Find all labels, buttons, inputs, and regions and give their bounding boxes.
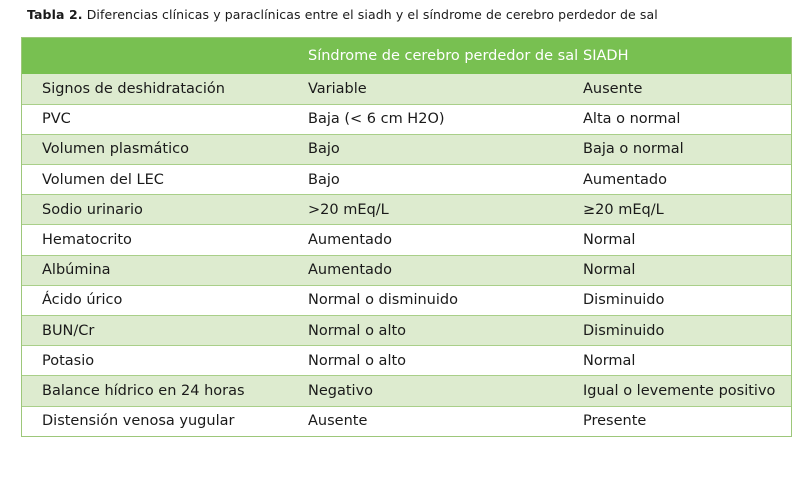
row-parameter: Ácido úrico xyxy=(22,285,288,315)
header-siadh: SIADH xyxy=(583,48,629,64)
header-parameter xyxy=(22,38,288,74)
row-csws-value: Baja (< 6 cm H2O) xyxy=(288,104,563,134)
row-parameter: Volumen plasmático xyxy=(22,134,288,164)
table-row xyxy=(22,195,791,225)
table-row xyxy=(22,134,791,164)
header-csws: Síndrome de cerebro perdedor de sal xyxy=(308,48,579,64)
row-parameter: Volumen del LEC xyxy=(22,165,288,195)
row-csws-value: Negativo xyxy=(288,376,563,406)
row-parameter: Potasio xyxy=(22,346,288,376)
row-parameter: Hematocrito xyxy=(22,225,288,255)
row-csws-value: Normal o alto xyxy=(288,346,563,376)
table-row xyxy=(22,225,791,255)
row-siadh-value: Presente xyxy=(563,406,791,436)
row-parameter: Signos de deshidratación xyxy=(42,80,225,97)
comparison-table-container xyxy=(21,37,792,437)
row-siadh-value: ≥20 mEq/L xyxy=(563,195,791,225)
row-csws-value: Variable xyxy=(308,80,367,97)
row-siadh-value: Igual o levemente positivo xyxy=(563,376,791,406)
row-siadh-value: Disminuido xyxy=(563,316,791,346)
row-parameter: PVC xyxy=(22,104,288,134)
table-row xyxy=(22,316,791,346)
row-csws-value: Aumentado xyxy=(288,225,563,255)
row-csws-value: Normal o disminuido xyxy=(288,285,563,315)
row-siadh-value: Ausente xyxy=(583,80,643,97)
row-siadh-value: Normal xyxy=(563,225,791,255)
table-row xyxy=(22,285,791,315)
table-row xyxy=(22,255,791,285)
row-parameter: Albúmina xyxy=(22,255,288,285)
comparison-table xyxy=(22,38,791,436)
table-row xyxy=(22,165,791,195)
row-siadh-value: Baja o normal xyxy=(563,134,791,164)
table-row xyxy=(22,104,791,134)
table-row xyxy=(22,406,791,436)
row-parameter: BUN/Cr xyxy=(22,316,288,346)
caption-text: Diferencias clínicas y paraclínicas entre el siadh y el síndrome de cerebro perdedor de sal xyxy=(86,7,658,22)
row-parameter: Balance hídrico en 24 horas xyxy=(22,376,288,406)
row-siadh-value: Normal xyxy=(563,255,791,285)
row-csws-value: Bajo xyxy=(288,165,563,195)
row-parameter: Sodio urinario xyxy=(22,195,288,225)
row-csws-value: Bajo xyxy=(288,134,563,164)
table-row xyxy=(22,346,791,376)
row-csws-value: Normal o alto xyxy=(288,316,563,346)
caption-label: Tabla 2. xyxy=(27,7,83,22)
row-csws-value: Aumentado xyxy=(288,255,563,285)
table-header-row xyxy=(22,38,791,74)
row-siadh-value: Normal xyxy=(563,346,791,376)
row-parameter: Distensión venosa yugular xyxy=(22,406,288,436)
row-siadh-value: Alta o normal xyxy=(563,104,791,134)
table-row xyxy=(22,376,791,406)
table-row xyxy=(22,74,791,104)
table-body xyxy=(22,74,791,436)
row-siadh-value: Disminuido xyxy=(563,285,791,315)
row-siadh-value: Aumentado xyxy=(563,165,791,195)
table-caption xyxy=(27,6,658,24)
row-csws-value: >20 mEq/L xyxy=(288,195,563,225)
row-csws-value: Ausente xyxy=(288,406,563,436)
